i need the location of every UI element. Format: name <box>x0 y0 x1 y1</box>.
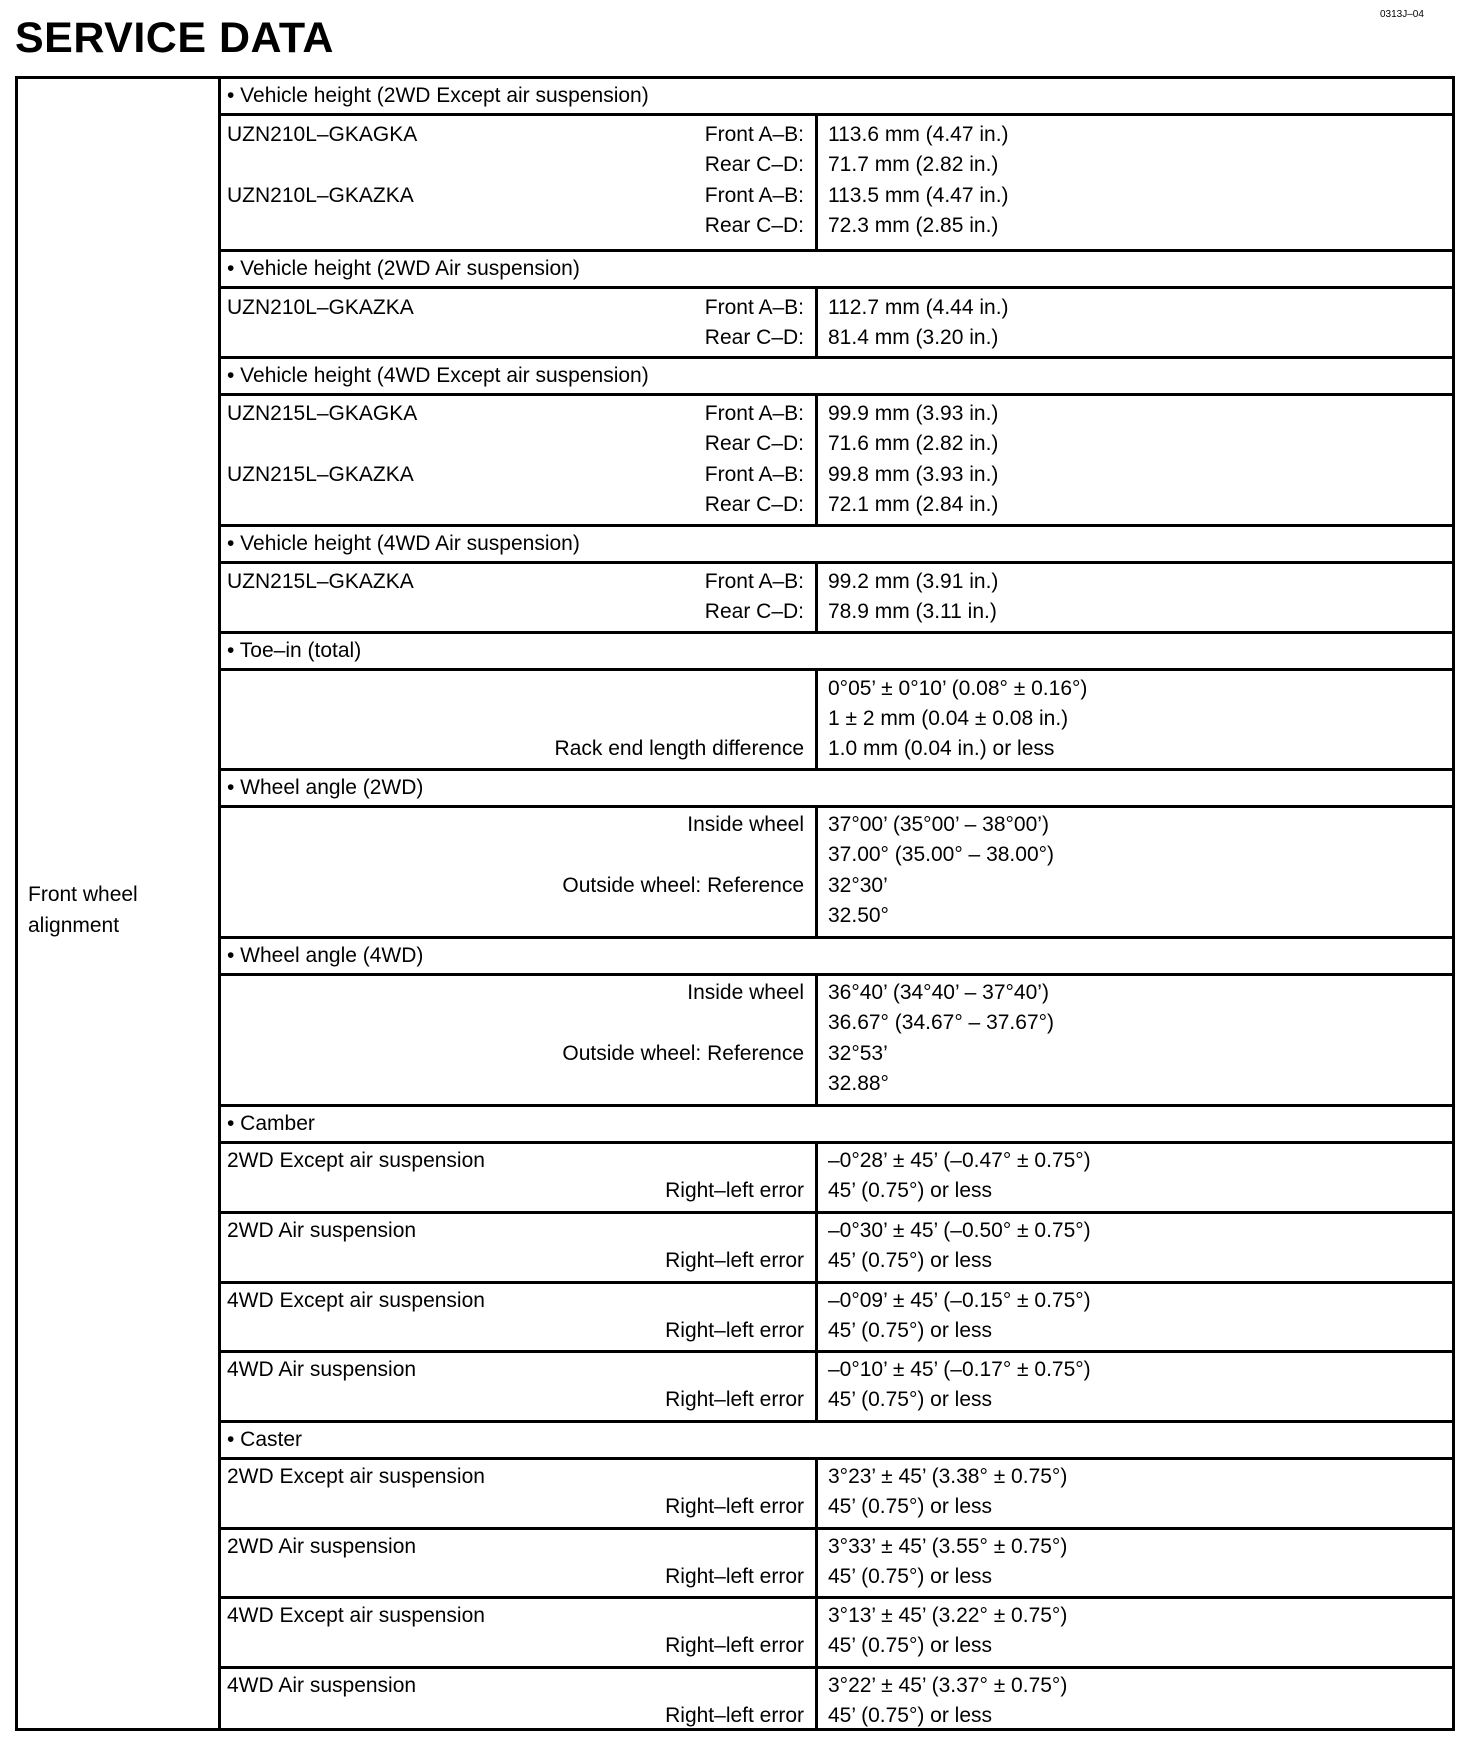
spec-value-cell <box>818 1460 1452 1527</box>
spec-row <box>218 671 1452 771</box>
spec-value: –0°28’ ± 45’ (–0.47° ± 0.75°) <box>828 1149 1091 1172</box>
spec-value: 99.9 mm (3.93 in.) <box>828 402 999 425</box>
spec-value: 112.7 mm (4.44 in.) <box>828 296 1009 319</box>
spec-value: 32°30’ <box>828 874 888 897</box>
spec-value: –0°30’ ± 45’ (–0.50° ± 0.75°) <box>828 1219 1091 1242</box>
spec-label-cell <box>218 116 818 249</box>
spec-value-cell <box>818 1284 1452 1350</box>
spec-value: 45’ (0.75°) or less <box>828 1249 993 1272</box>
spec-row <box>218 976 1452 1107</box>
condition-name: 4WD Except air suspension <box>227 1289 485 1312</box>
spec-value: 78.9 mm (3.11 in.) <box>828 600 997 623</box>
condition-name: 4WD Air suspension <box>227 1674 417 1697</box>
spec-value-cell <box>818 1144 1452 1211</box>
spec-value: 1 ± 2 mm (0.04 ± 0.08 in.) <box>828 707 1069 730</box>
spec-value: 0°05’ ± 0°10’ (0.08° ± 0.16°) <box>828 677 1088 700</box>
spec-value: 45’ (0.75°) or less <box>828 1388 993 1411</box>
spec-label-cell <box>218 808 818 936</box>
spec-label-cell <box>218 671 818 768</box>
spec-label-cell <box>218 976 818 1104</box>
condition-name: 2WD Except air suspension <box>227 1149 485 1172</box>
spec-label-cell <box>218 1144 818 1211</box>
spec-row <box>218 396 1452 527</box>
spec-value: 37.00° (35.00° – 38.00°) <box>828 843 1055 866</box>
spec-value-cell <box>818 396 1452 524</box>
spec-value-cell <box>818 1214 1452 1281</box>
spec-row <box>218 808 1452 939</box>
section-header-vehicle-height-2wd-except-air: • Vehicle height (2WD Except air suspension) <box>218 79 1452 116</box>
measurement-label: Inside wheel <box>687 981 804 1004</box>
section-header-vehicle-height-2wd-air: • Vehicle height (2WD Air suspension) <box>218 252 1452 289</box>
spec-value: 45’ (0.75°) or less <box>828 1704 993 1727</box>
spec-row <box>218 1530 1452 1599</box>
measurement-label: Rear C–D: <box>704 326 804 349</box>
spec-row <box>218 1599 1452 1669</box>
spec-value: 3°13’ ± 45’ (3.22° ± 0.75°) <box>828 1604 1068 1627</box>
spec-value: 3°33’ ± 45’ (3.55° ± 0.75°) <box>828 1535 1068 1558</box>
condition-name: 2WD Air suspension <box>227 1535 417 1558</box>
spec-value: 36.67° (34.67° – 37.67°) <box>828 1011 1055 1034</box>
spec-value: 32.88° <box>828 1072 889 1095</box>
spec-value: 81.4 mm (3.20 in.) <box>828 326 999 349</box>
measurement-label: Front A–B: <box>704 570 804 593</box>
measurement-label: Outside wheel: Reference <box>562 874 804 897</box>
spec-label-cell <box>218 1284 818 1350</box>
section-header-wheel-angle-2wd: • Wheel angle (2WD) <box>218 771 1452 808</box>
spec-row <box>218 1214 1452 1284</box>
measurement-label: Rear C–D: <box>704 493 804 516</box>
spec-row <box>218 1669 1452 1731</box>
spec-row <box>218 564 1452 634</box>
spec-value-cell <box>818 1669 1452 1731</box>
model-code: UZN215L–GKAZKA <box>227 570 414 593</box>
spec-value: 71.7 mm (2.82 in.) <box>828 153 999 176</box>
spec-value: 113.5 mm (4.47 in.) <box>828 184 1009 207</box>
spec-value-cell <box>818 1599 1452 1666</box>
spec-label-cell <box>218 1599 818 1666</box>
spec-value: 99.8 mm (3.93 in.) <box>828 463 999 486</box>
measurement-label: Inside wheel <box>687 813 804 836</box>
spec-row <box>218 1460 1452 1530</box>
spec-value: 72.1 mm (2.84 in.) <box>828 493 999 516</box>
measurement-label: Rear C–D: <box>704 432 804 455</box>
spec-value: 1.0 mm (0.04 in.) or less <box>828 737 1055 760</box>
spec-value: –0°09’ ± 45’ (–0.15° ± 0.75°) <box>828 1289 1091 1312</box>
category-label: Front wheel alignment <box>28 883 138 937</box>
spec-row <box>218 289 1452 359</box>
spec-label-cell <box>218 564 818 631</box>
measurement-label: Right–left error <box>665 1249 804 1272</box>
spec-value: 45’ (0.75°) or less <box>828 1179 993 1202</box>
measurement-label: Front A–B: <box>704 402 804 425</box>
model-code: UZN210L–GKAZKA <box>227 296 414 319</box>
spec-value: 3°23’ ± 45’ (3.38° ± 0.75°) <box>828 1465 1068 1488</box>
measurement-label: Right–left error <box>665 1634 804 1657</box>
spec-value: 37°00’ (35°00’ – 38°00’) <box>828 813 1049 836</box>
spec-row <box>218 116 1452 252</box>
spec-row <box>218 1353 1452 1423</box>
measurement-label: Right–left error <box>665 1179 804 1202</box>
spec-value-cell <box>818 564 1452 631</box>
page-title: SERVICE DATA <box>15 14 334 62</box>
measurement-label: Rear C–D: <box>704 214 804 237</box>
spec-value-cell <box>818 116 1452 249</box>
section-header-caster: • Caster <box>218 1423 1452 1460</box>
spec-label-cell <box>218 1460 818 1527</box>
measurement-label: Front A–B: <box>704 463 804 486</box>
measurement-label: Outside wheel: Reference <box>562 1042 804 1065</box>
model-code: UZN210L–GKAZKA <box>227 184 414 207</box>
spec-row <box>218 1144 1452 1214</box>
spec-value: 45’ (0.75°) or less <box>828 1634 993 1657</box>
section-header-camber: • Camber <box>218 1107 1452 1144</box>
spec-value-cell <box>818 1353 1452 1420</box>
document-code: 0313J–04 <box>1380 9 1424 20</box>
measurement-label: Rear C–D: <box>704 600 804 623</box>
section-header-vehicle-height-4wd-except-air: • Vehicle height (4WD Except air suspension) <box>218 359 1452 396</box>
measurement-label: Right–left error <box>665 1495 804 1518</box>
spec-label-cell <box>218 1669 818 1731</box>
spec-value: 32°53’ <box>828 1042 888 1065</box>
measurement-label: Front A–B: <box>704 123 804 146</box>
spec-value: 45’ (0.75°) or less <box>828 1565 993 1588</box>
measurement-label: Rack end length difference <box>554 737 804 760</box>
spec-value-cell <box>818 808 1452 936</box>
measurement-label: Rear C–D: <box>704 153 804 176</box>
section-header-toe-in: • Toe–in (total) <box>218 634 1452 671</box>
spec-value: –0°10’ ± 45’ (–0.17° ± 0.75°) <box>828 1358 1091 1381</box>
measurement-label: Right–left error <box>665 1388 804 1411</box>
spec-label-cell <box>218 1530 818 1596</box>
measurement-label: Front A–B: <box>704 184 804 207</box>
model-code: UZN210L–GKAGKA <box>227 123 418 146</box>
condition-name: 4WD Except air suspension <box>227 1604 485 1627</box>
measurement-label: Right–left error <box>665 1565 804 1588</box>
spec-value: 45’ (0.75°) or less <box>828 1319 993 1342</box>
category-column <box>15 76 221 1731</box>
model-code: UZN215L–GKAZKA <box>227 463 414 486</box>
measurement-label: Right–left error <box>665 1319 804 1342</box>
spec-label-cell <box>218 396 818 524</box>
spec-value-cell <box>818 671 1452 768</box>
spec-value: 72.3 mm (2.85 in.) <box>828 214 999 237</box>
spec-value: 113.6 mm (4.47 in.) <box>828 123 1009 146</box>
spec-value: 36°40’ (34°40’ – 37°40’) <box>828 981 1049 1004</box>
measurement-label: Right–left error <box>665 1704 804 1727</box>
spec-value: 32.50° <box>828 904 889 927</box>
model-code: UZN215L–GKAGKA <box>227 402 418 425</box>
spec-value-cell <box>818 1530 1452 1596</box>
condition-name: 2WD Except air suspension <box>227 1465 485 1488</box>
spec-label-cell <box>218 289 818 356</box>
spec-value: 3°22’ ± 45’ (3.37° ± 0.75°) <box>828 1674 1068 1697</box>
condition-name: 4WD Air suspension <box>227 1358 417 1381</box>
spec-table <box>218 76 1455 1731</box>
spec-row <box>218 1284 1452 1353</box>
spec-value: 99.2 mm (3.91 in.) <box>828 570 999 593</box>
measurement-label: Front A–B: <box>704 296 804 319</box>
spec-value-cell <box>818 289 1452 356</box>
condition-name: 2WD Air suspension <box>227 1219 417 1242</box>
spec-value-cell <box>818 976 1452 1104</box>
section-header-vehicle-height-4wd-air: • Vehicle height (4WD Air suspension) <box>218 527 1452 564</box>
spec-value: 71.6 mm (2.82 in.) <box>828 432 999 455</box>
section-header-wheel-angle-4wd: • Wheel angle (4WD) <box>218 939 1452 976</box>
spec-value: 45’ (0.75°) or less <box>828 1495 993 1518</box>
spec-label-cell <box>218 1214 818 1281</box>
spec-label-cell <box>218 1353 818 1420</box>
